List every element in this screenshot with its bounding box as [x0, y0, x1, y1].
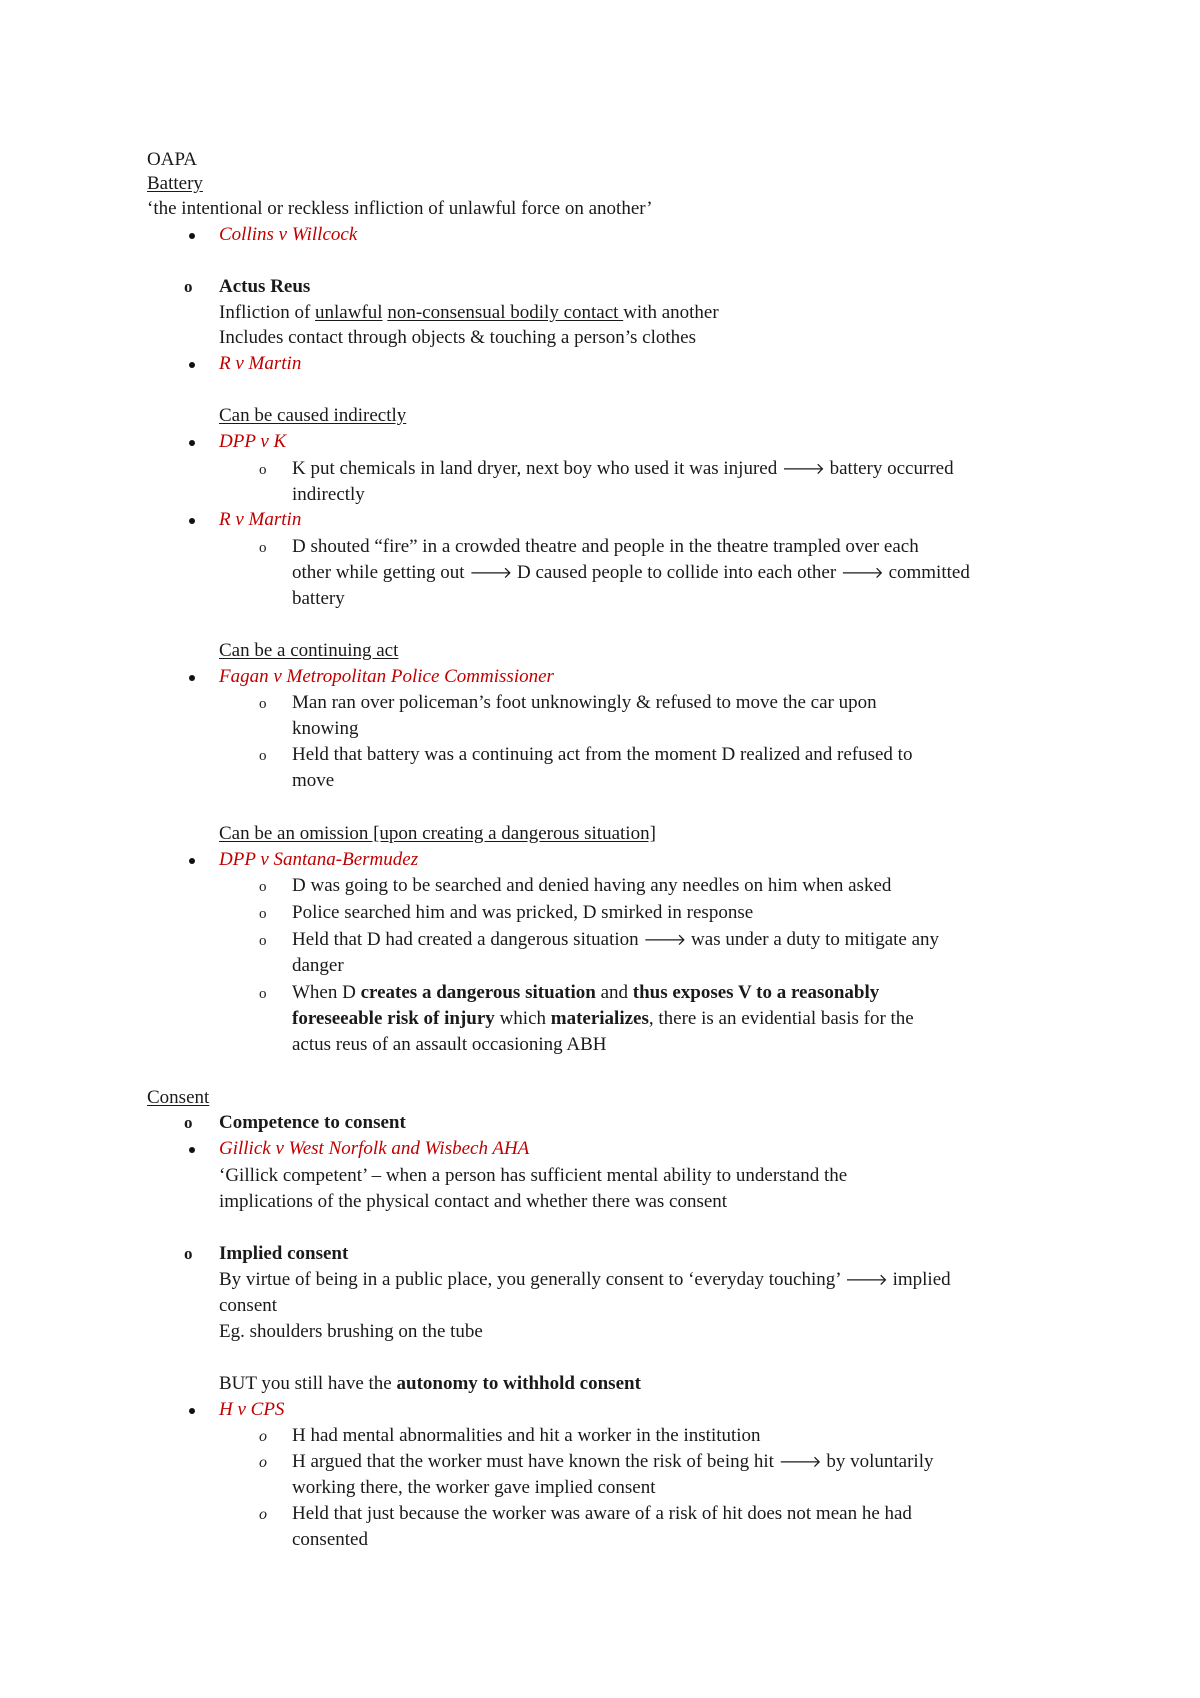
document-title: OAPA	[147, 149, 197, 170]
arrow-icon: 🡒	[781, 459, 825, 478]
santana-note1: D was going to be searched and denied having any needles on him when asked	[292, 875, 892, 896]
gillick-note-line2: implications of the physical contact and whether there was consent	[219, 1191, 728, 1212]
actus-reus-line2: Includes contact through objects & touching a person’s clothes	[219, 327, 696, 348]
implied-line2: consent	[219, 1295, 278, 1316]
case-santana-bermudez: DPP v Santana-Bermudez	[219, 849, 419, 870]
competence-label: Competence to consent	[219, 1112, 406, 1133]
santana-note3: Held that D had created a dangerous situation 🡒 was under a duty to mitigate any	[292, 929, 940, 950]
santana-note3-cont: danger	[292, 955, 344, 976]
actus-reus-line1: Infliction of unlawful non-consensual bodily contact with another	[219, 302, 719, 323]
continuing-heading: Can be a continuing act	[219, 640, 399, 661]
gillick-note-line1: ‘Gillick competent’ – when a person has sufficient mental ability to understand the	[219, 1165, 848, 1186]
o-bullet: o	[259, 748, 267, 764]
o-bullet: o	[184, 277, 193, 296]
fagan-note2-line2: move	[292, 770, 335, 791]
h-note1: H had mental abnormalities and hit a worker in the institution	[292, 1425, 761, 1446]
indirect-heading: Can be caused indirectly	[219, 405, 407, 426]
o-bullet: o	[259, 879, 267, 895]
implied-line1: By virtue of being in a public place, you generally consent to ‘everyday touching’ 🡒 implied	[219, 1269, 951, 1290]
case-r-v-martin-2: R v Martin	[219, 509, 302, 530]
battery-definition: ‘the intentional or reckless infliction of unlawful force on another’	[147, 198, 653, 219]
dpp-k-note: K put chemicals in land dryer, next boy who used it was injured 🡒 battery occurred	[292, 458, 954, 479]
case-r-v-martin: R v Martin	[219, 353, 302, 374]
santana-note4-line3: actus reus of an assault occasioning ABH	[292, 1034, 607, 1055]
bullet-dot	[189, 440, 195, 446]
case-h-v-cps: H v CPS	[219, 1399, 285, 1420]
implied-consent-label: Implied consent	[219, 1243, 349, 1264]
martin-note-line2: other while getting out 🡒 D caused people to collide into each other 🡒 committed	[292, 562, 970, 583]
o-bullet: o	[259, 933, 267, 949]
o-bullet: o	[259, 462, 267, 478]
arrow-icon: 🡒	[840, 563, 884, 582]
o-bullet: o	[184, 1113, 193, 1132]
bullet-dot	[189, 858, 195, 864]
consent-heading: Consent	[147, 1087, 210, 1108]
fagan-note1-line1: Man ran over policeman’s foot unknowingly & refused to move the car upon	[292, 692, 877, 713]
case-dpp-v-k: DPP v K	[219, 431, 287, 452]
omission-heading: Can be an omission [upon creating a dangerous situation]	[219, 823, 656, 844]
o-bullet: o	[259, 906, 267, 922]
o-bullet: o	[259, 1506, 267, 1523]
autonomy-line: BUT you still have the autonomy to withhold consent	[219, 1373, 641, 1394]
actus-reus-label: Actus Reus	[219, 276, 311, 297]
h-note2-line1: H argued that the worker must have known the risk of being hit 🡒 by voluntarily	[292, 1451, 934, 1472]
arrow-icon: 🡒	[643, 930, 687, 949]
implied-example: Eg. shoulders brushing on the tube	[219, 1321, 483, 1342]
bullet-dot	[189, 362, 195, 368]
santana-note4-line2: foreseeable risk of injury which materializes, there is an evidential basis for the	[292, 1008, 914, 1029]
bullet-dot	[189, 518, 195, 524]
arrow-icon: 🡒	[778, 1452, 822, 1471]
bullet-dot	[189, 1408, 195, 1414]
martin-note-line1: D shouted “fire” in a crowded theatre and people in the theatre trampled over each	[292, 536, 919, 557]
bullet-dot	[189, 675, 195, 681]
h-note3-line1: Held that just because the worker was aware of a risk of hit does not mean he had	[292, 1503, 912, 1524]
o-bullet: o	[259, 540, 267, 556]
arrow-icon: 🡒	[469, 563, 513, 582]
case-gillick: Gillick v West Norfolk and Wisbech AHA	[219, 1138, 530, 1159]
santana-note2: Police searched him and was pricked, D smirked in response	[292, 902, 754, 923]
dpp-k-note-cont: indirectly	[292, 484, 365, 505]
o-bullet: o	[184, 1244, 193, 1263]
case-fagan: Fagan v Metropolitan Police Commissioner	[219, 666, 554, 687]
o-bullet: o	[259, 1428, 267, 1445]
h-note2-line2: working there, the worker gave implied consent	[292, 1477, 656, 1498]
santana-note4-line1: When D creates a dangerous situation and thus exposes V to a reasonably	[292, 982, 880, 1003]
arrow-icon: 🡒	[844, 1270, 888, 1289]
case-collins-v-willcock: Collins v Willcock	[219, 224, 358, 245]
fagan-note2-line1: Held that battery was a continuing act from the moment D realized and refused to	[292, 744, 913, 765]
battery-heading: Battery	[147, 173, 203, 194]
o-bullet: o	[259, 1454, 267, 1471]
bullet-dot	[189, 233, 195, 239]
bullet-dot	[189, 1147, 195, 1153]
o-bullet: o	[259, 696, 267, 712]
martin-note-line3: battery	[292, 588, 345, 609]
fagan-note1-line2: knowing	[292, 718, 359, 739]
o-bullet: o	[259, 986, 267, 1002]
h-note3-line2: consented	[292, 1529, 368, 1550]
